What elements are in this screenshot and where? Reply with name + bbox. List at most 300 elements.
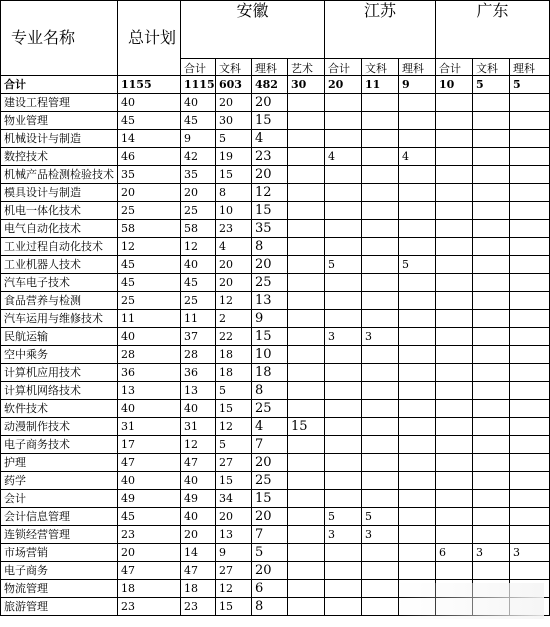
value-cell bbox=[288, 598, 325, 616]
value-cell: 40 bbox=[118, 400, 181, 418]
value-cell bbox=[325, 184, 362, 202]
value-cell bbox=[436, 274, 473, 292]
value-cell bbox=[399, 454, 436, 472]
value-cell bbox=[436, 112, 473, 130]
value-cell bbox=[325, 490, 362, 508]
value-cell bbox=[436, 148, 473, 166]
value-cell bbox=[510, 148, 550, 166]
value-cell: 40 bbox=[181, 472, 216, 490]
value-cell bbox=[288, 130, 325, 148]
major-name-cell: 物业管理 bbox=[1, 112, 118, 130]
value-cell bbox=[510, 364, 550, 382]
header-region-guangdong: 广东 bbox=[436, 1, 550, 59]
value-cell: 18 bbox=[216, 364, 252, 382]
value-cell bbox=[473, 184, 510, 202]
value-cell bbox=[399, 94, 436, 112]
value-cell: 23 bbox=[181, 598, 216, 616]
value-cell bbox=[510, 400, 550, 418]
major-name-cell: 工业机器人技术 bbox=[1, 256, 118, 274]
value-cell bbox=[473, 526, 510, 544]
value-cell bbox=[399, 472, 436, 490]
value-cell bbox=[473, 454, 510, 472]
value-cell: 45 bbox=[118, 256, 181, 274]
total-cell: 482 bbox=[252, 76, 288, 94]
header-jiangsu-arts: 文科 bbox=[362, 59, 399, 76]
value-cell bbox=[288, 364, 325, 382]
value-cell: 18 bbox=[216, 346, 252, 364]
value-cell bbox=[325, 400, 362, 418]
value-cell bbox=[510, 184, 550, 202]
major-name-cell: 计算机网络技术 bbox=[1, 382, 118, 400]
value-cell: 58 bbox=[118, 220, 181, 238]
value-cell: 5 bbox=[216, 382, 252, 400]
value-cell bbox=[473, 112, 510, 130]
value-cell bbox=[473, 130, 510, 148]
value-cell bbox=[473, 220, 510, 238]
value-cell bbox=[399, 310, 436, 328]
value-cell: 45 bbox=[181, 112, 216, 130]
value-cell: 15 bbox=[288, 418, 325, 436]
major-name-cell: 软件技术 bbox=[1, 400, 118, 418]
value-cell: 31 bbox=[118, 418, 181, 436]
header-guangdong-arts: 文科 bbox=[473, 59, 510, 76]
value-cell: 18 bbox=[118, 580, 181, 598]
total-cell: 20 bbox=[325, 76, 362, 94]
value-cell bbox=[510, 454, 550, 472]
value-cell bbox=[436, 184, 473, 202]
table-row bbox=[1, 130, 550, 148]
value-cell bbox=[436, 436, 473, 454]
value-cell bbox=[436, 382, 473, 400]
value-cell: 12 bbox=[181, 436, 216, 454]
value-cell bbox=[362, 472, 399, 490]
header-region-jiangsu: 江苏 bbox=[325, 1, 436, 59]
value-cell: 4 bbox=[252, 418, 288, 436]
major-name-cell: 动漫制作技术 bbox=[1, 418, 118, 436]
value-cell bbox=[510, 94, 550, 112]
value-cell bbox=[362, 112, 399, 130]
value-cell: 25 bbox=[181, 202, 216, 220]
value-cell: 40 bbox=[118, 328, 181, 346]
value-cell: 14 bbox=[118, 130, 181, 148]
value-cell bbox=[473, 418, 510, 436]
value-cell: 28 bbox=[118, 346, 181, 364]
value-cell bbox=[436, 166, 473, 184]
value-cell bbox=[399, 490, 436, 508]
value-cell bbox=[362, 184, 399, 202]
value-cell bbox=[436, 400, 473, 418]
table-row bbox=[1, 472, 550, 490]
value-cell: 28 bbox=[181, 346, 216, 364]
major-name-cell: 电气自动化技术 bbox=[1, 220, 118, 238]
value-cell: 8 bbox=[252, 598, 288, 616]
value-cell bbox=[325, 166, 362, 184]
value-cell: 20 bbox=[252, 166, 288, 184]
major-name-cell: 护理 bbox=[1, 454, 118, 472]
value-cell: 12 bbox=[118, 238, 181, 256]
total-cell: 9 bbox=[399, 76, 436, 94]
value-cell: 20 bbox=[216, 94, 252, 112]
value-cell bbox=[288, 148, 325, 166]
value-cell bbox=[473, 382, 510, 400]
value-cell: 49 bbox=[181, 490, 216, 508]
value-cell bbox=[288, 490, 325, 508]
value-cell bbox=[436, 328, 473, 346]
value-cell bbox=[510, 382, 550, 400]
table-row bbox=[1, 202, 550, 220]
value-cell bbox=[288, 256, 325, 274]
major-name-cell: 市场营销 bbox=[1, 544, 118, 562]
value-cell: 36 bbox=[118, 364, 181, 382]
value-cell bbox=[510, 310, 550, 328]
value-cell bbox=[473, 202, 510, 220]
table-row bbox=[1, 148, 550, 166]
value-cell: 42 bbox=[181, 148, 216, 166]
major-name-cell: 空中乘务 bbox=[1, 346, 118, 364]
value-cell: 25 bbox=[252, 400, 288, 418]
value-cell: 47 bbox=[118, 562, 181, 580]
value-cell: 40 bbox=[181, 508, 216, 526]
value-cell bbox=[288, 292, 325, 310]
value-cell bbox=[436, 310, 473, 328]
value-cell: 9 bbox=[216, 544, 252, 562]
value-cell bbox=[510, 472, 550, 490]
value-cell bbox=[473, 346, 510, 364]
value-cell: 7 bbox=[252, 436, 288, 454]
value-cell: 11 bbox=[118, 310, 181, 328]
total-cell: 10 bbox=[436, 76, 473, 94]
value-cell: 4 bbox=[252, 130, 288, 148]
value-cell: 14 bbox=[181, 544, 216, 562]
value-cell bbox=[288, 508, 325, 526]
table-row bbox=[1, 490, 550, 508]
value-cell: 45 bbox=[118, 508, 181, 526]
major-name-cell: 数控技术 bbox=[1, 148, 118, 166]
value-cell bbox=[288, 274, 325, 292]
header-region-anhui: 安徽 bbox=[181, 1, 325, 59]
value-cell bbox=[436, 94, 473, 112]
header-total-plan: 总计划 bbox=[118, 1, 181, 76]
value-cell bbox=[362, 436, 399, 454]
value-cell bbox=[436, 418, 473, 436]
value-cell bbox=[362, 346, 399, 364]
header-guangdong-total: 合计 bbox=[436, 59, 473, 76]
total-cell: 1155 bbox=[118, 76, 181, 94]
value-cell: 6 bbox=[436, 544, 473, 562]
value-cell: 13 bbox=[252, 292, 288, 310]
value-cell: 17 bbox=[118, 436, 181, 454]
header-anhui-total: 合计 bbox=[181, 59, 216, 76]
value-cell bbox=[399, 382, 436, 400]
value-cell: 47 bbox=[181, 454, 216, 472]
value-cell bbox=[473, 490, 510, 508]
value-cell: 8 bbox=[252, 382, 288, 400]
value-cell bbox=[399, 220, 436, 238]
value-cell: 46 bbox=[118, 148, 181, 166]
value-cell: 12 bbox=[216, 418, 252, 436]
value-cell bbox=[288, 544, 325, 562]
value-cell bbox=[288, 220, 325, 238]
header-anhui-art: 艺术 bbox=[288, 59, 325, 76]
value-cell bbox=[325, 598, 362, 616]
value-cell bbox=[473, 94, 510, 112]
value-cell: 12 bbox=[216, 580, 252, 598]
value-cell bbox=[436, 526, 473, 544]
value-cell bbox=[399, 526, 436, 544]
value-cell bbox=[510, 562, 550, 580]
value-cell bbox=[325, 544, 362, 562]
value-cell: 45 bbox=[118, 112, 181, 130]
total-cell: 30 bbox=[288, 76, 325, 94]
value-cell: 37 bbox=[181, 328, 216, 346]
value-cell bbox=[473, 436, 510, 454]
value-cell: 5 bbox=[362, 508, 399, 526]
table-row bbox=[1, 94, 550, 112]
value-cell: 45 bbox=[118, 274, 181, 292]
value-cell: 34 bbox=[216, 490, 252, 508]
value-cell bbox=[362, 400, 399, 418]
table-row bbox=[1, 238, 550, 256]
value-cell bbox=[362, 166, 399, 184]
value-cell: 25 bbox=[118, 202, 181, 220]
value-cell: 9 bbox=[252, 310, 288, 328]
value-cell: 13 bbox=[181, 382, 216, 400]
value-cell: 35 bbox=[118, 166, 181, 184]
value-cell: 15 bbox=[252, 202, 288, 220]
value-cell: 5 bbox=[216, 436, 252, 454]
value-cell: 20 bbox=[252, 454, 288, 472]
value-cell bbox=[288, 526, 325, 544]
value-cell bbox=[325, 346, 362, 364]
value-cell: 3 bbox=[325, 526, 362, 544]
value-cell: 3 bbox=[325, 328, 362, 346]
value-cell: 20 bbox=[181, 184, 216, 202]
value-cell: 4 bbox=[399, 148, 436, 166]
value-cell bbox=[325, 436, 362, 454]
value-cell bbox=[399, 562, 436, 580]
table-row bbox=[1, 562, 550, 580]
value-cell: 3 bbox=[362, 328, 399, 346]
value-cell bbox=[473, 166, 510, 184]
table-row bbox=[1, 544, 550, 562]
total-cell: 5 bbox=[510, 76, 550, 94]
value-cell bbox=[288, 184, 325, 202]
value-cell: 22 bbox=[216, 328, 252, 346]
value-cell bbox=[473, 472, 510, 490]
value-cell bbox=[399, 292, 436, 310]
value-cell bbox=[362, 544, 399, 562]
value-cell bbox=[362, 598, 399, 616]
value-cell: 40 bbox=[181, 256, 216, 274]
value-cell bbox=[325, 292, 362, 310]
value-cell bbox=[325, 112, 362, 130]
value-cell: 20 bbox=[252, 562, 288, 580]
value-cell bbox=[362, 202, 399, 220]
total-cell: 5 bbox=[473, 76, 510, 94]
value-cell bbox=[436, 220, 473, 238]
header-guangdong-science: 理科 bbox=[510, 59, 550, 76]
value-cell bbox=[362, 256, 399, 274]
total-cell: 11 bbox=[362, 76, 399, 94]
value-cell: 4 bbox=[216, 238, 252, 256]
value-cell bbox=[399, 400, 436, 418]
value-cell bbox=[510, 166, 550, 184]
total-row bbox=[1, 76, 550, 94]
header-row-regions bbox=[1, 1, 550, 59]
value-cell: 9 bbox=[181, 130, 216, 148]
major-name-cell: 民航运输 bbox=[1, 328, 118, 346]
value-cell bbox=[325, 580, 362, 598]
value-cell bbox=[288, 94, 325, 112]
table-row bbox=[1, 364, 550, 382]
value-cell bbox=[325, 472, 362, 490]
value-cell bbox=[288, 454, 325, 472]
value-cell bbox=[325, 274, 362, 292]
value-cell: 19 bbox=[216, 148, 252, 166]
value-cell bbox=[362, 490, 399, 508]
value-cell: 15 bbox=[216, 598, 252, 616]
value-cell: 40 bbox=[118, 472, 181, 490]
table-row bbox=[1, 220, 550, 238]
major-name-cell: 电子商务 bbox=[1, 562, 118, 580]
value-cell bbox=[436, 238, 473, 256]
value-cell bbox=[362, 382, 399, 400]
value-cell: 2 bbox=[216, 310, 252, 328]
value-cell bbox=[399, 328, 436, 346]
major-name-cell: 会计 bbox=[1, 490, 118, 508]
value-cell: 47 bbox=[181, 562, 216, 580]
value-cell: 27 bbox=[216, 562, 252, 580]
value-cell: 15 bbox=[252, 490, 288, 508]
value-cell: 23 bbox=[118, 526, 181, 544]
major-name-cell: 电子商务技术 bbox=[1, 436, 118, 454]
value-cell: 40 bbox=[181, 94, 216, 112]
major-name-cell: 建设工程管理 bbox=[1, 94, 118, 112]
major-name-cell: 机械产品检测检验技术 bbox=[1, 166, 118, 184]
value-cell: 12 bbox=[216, 292, 252, 310]
major-name-cell: 计算机应用技术 bbox=[1, 364, 118, 382]
value-cell bbox=[436, 472, 473, 490]
table-row bbox=[1, 274, 550, 292]
value-cell bbox=[510, 202, 550, 220]
value-cell bbox=[473, 148, 510, 166]
major-name-cell: 模具设计与制造 bbox=[1, 184, 118, 202]
value-cell bbox=[362, 418, 399, 436]
value-cell: 6 bbox=[252, 580, 288, 598]
value-cell: 18 bbox=[252, 364, 288, 382]
value-cell bbox=[288, 400, 325, 418]
value-cell: 7 bbox=[252, 526, 288, 544]
table-row bbox=[1, 112, 550, 130]
value-cell bbox=[325, 310, 362, 328]
value-cell: 25 bbox=[252, 274, 288, 292]
value-cell bbox=[362, 130, 399, 148]
value-cell: 20 bbox=[252, 256, 288, 274]
value-cell bbox=[288, 562, 325, 580]
table-row bbox=[1, 382, 550, 400]
value-cell: 3 bbox=[362, 526, 399, 544]
value-cell bbox=[399, 544, 436, 562]
value-cell bbox=[362, 148, 399, 166]
major-name-cell: 连锁经营管理 bbox=[1, 526, 118, 544]
value-cell: 20 bbox=[252, 508, 288, 526]
value-cell: 5 bbox=[325, 256, 362, 274]
value-cell bbox=[399, 130, 436, 148]
table-row bbox=[1, 436, 550, 454]
value-cell bbox=[362, 580, 399, 598]
value-cell: 18 bbox=[181, 580, 216, 598]
value-cell: 5 bbox=[325, 508, 362, 526]
value-cell bbox=[510, 490, 550, 508]
value-cell: 11 bbox=[181, 310, 216, 328]
value-cell bbox=[325, 562, 362, 580]
value-cell bbox=[510, 526, 550, 544]
value-cell bbox=[399, 364, 436, 382]
major-name-cell: 食品营养与检测 bbox=[1, 292, 118, 310]
value-cell bbox=[288, 310, 325, 328]
value-cell: 49 bbox=[118, 490, 181, 508]
value-cell bbox=[473, 328, 510, 346]
value-cell bbox=[399, 508, 436, 526]
value-cell bbox=[399, 184, 436, 202]
value-cell bbox=[436, 562, 473, 580]
value-cell bbox=[510, 436, 550, 454]
value-cell bbox=[288, 472, 325, 490]
value-cell bbox=[473, 310, 510, 328]
value-cell: 25 bbox=[181, 292, 216, 310]
value-cell: 20 bbox=[181, 526, 216, 544]
value-cell bbox=[288, 580, 325, 598]
table-row bbox=[1, 328, 550, 346]
value-cell: 25 bbox=[252, 472, 288, 490]
value-cell: 20 bbox=[216, 256, 252, 274]
value-cell bbox=[362, 562, 399, 580]
value-cell: 8 bbox=[216, 184, 252, 202]
value-cell bbox=[288, 328, 325, 346]
value-cell bbox=[473, 508, 510, 526]
value-cell bbox=[473, 274, 510, 292]
value-cell bbox=[510, 508, 550, 526]
value-cell bbox=[362, 292, 399, 310]
value-cell bbox=[362, 454, 399, 472]
header-anhui-arts: 文科 bbox=[216, 59, 252, 76]
table-row bbox=[1, 418, 550, 436]
value-cell: 15 bbox=[216, 472, 252, 490]
value-cell: 31 bbox=[181, 418, 216, 436]
table-row bbox=[1, 400, 550, 418]
value-cell: 8 bbox=[252, 238, 288, 256]
value-cell bbox=[436, 202, 473, 220]
major-name-cell: 物流管理 bbox=[1, 580, 118, 598]
value-cell bbox=[362, 220, 399, 238]
value-cell bbox=[288, 382, 325, 400]
value-cell bbox=[362, 364, 399, 382]
value-cell bbox=[436, 508, 473, 526]
value-cell bbox=[510, 346, 550, 364]
value-cell: 10 bbox=[252, 346, 288, 364]
value-cell bbox=[325, 454, 362, 472]
value-cell: 20 bbox=[118, 544, 181, 562]
value-cell bbox=[510, 130, 550, 148]
value-cell: 5 bbox=[252, 544, 288, 562]
value-cell: 23 bbox=[252, 148, 288, 166]
table-row bbox=[1, 184, 550, 202]
value-cell bbox=[510, 238, 550, 256]
value-cell bbox=[510, 292, 550, 310]
table-row bbox=[1, 508, 550, 526]
value-cell bbox=[436, 364, 473, 382]
value-cell bbox=[399, 238, 436, 256]
